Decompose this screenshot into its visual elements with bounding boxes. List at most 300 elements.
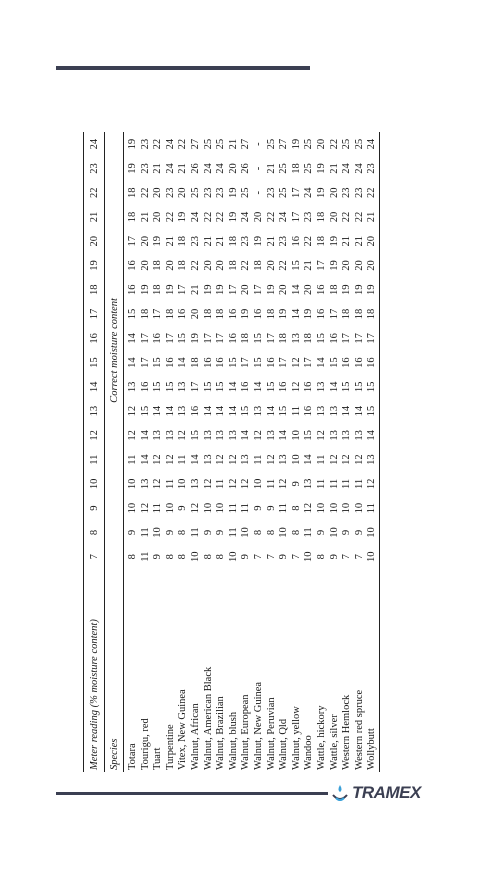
value-cell: 16 [366, 350, 379, 374]
column-header: 21 [84, 205, 105, 229]
value-cell: 7 [353, 554, 365, 560]
value-cell: 12 [227, 478, 239, 490]
value-cell: 22 [139, 187, 151, 198]
value-cell: 9 [353, 529, 365, 536]
value-cell: 15 [127, 308, 138, 320]
species-cell: Vitex, New Guinea [177, 689, 189, 770]
value-cell: 8 [177, 529, 189, 536]
value-cell: 13 [177, 381, 189, 393]
value-cell: 10 [290, 454, 302, 465]
value-cell: 16 [127, 284, 138, 296]
value-cell: 14 [215, 405, 227, 417]
value-cell: 12 [290, 357, 302, 368]
value-cell: 9 [152, 554, 164, 560]
value-cell: 13 [215, 430, 227, 441]
value-cell: 17 [366, 326, 379, 350]
value-cell: 10 [290, 430, 302, 441]
top-divider [56, 66, 310, 70]
value-cell: 10 [227, 551, 239, 562]
value-cell: 17 [177, 284, 189, 296]
table-subheader-row [105, 132, 124, 772]
value-cell: 20 [202, 260, 214, 271]
value-cell: 9 [290, 481, 302, 487]
table-row [165, 132, 178, 772]
value-cell: 21 [265, 163, 277, 174]
value-cell: 16 [252, 308, 264, 320]
table-row [266, 132, 279, 772]
value-cell: 18 [315, 211, 327, 223]
value-cell: 25 [353, 138, 365, 150]
value-cell: 13 [315, 381, 327, 393]
value-cell: 19 [240, 308, 252, 320]
value-cell: 24 [278, 211, 290, 223]
value-cell: 12 [328, 454, 340, 465]
value-cell: 11 [315, 454, 327, 465]
value-cell: 12 [290, 381, 302, 393]
table-row [203, 132, 216, 772]
species-cell: Walnut, Brazilian [215, 696, 227, 770]
species-cell: Wollybutt [366, 569, 379, 772]
tramex-logo [330, 781, 430, 809]
value-cell: 12 [240, 478, 252, 490]
value-cell: 15 [341, 381, 353, 393]
value-cell: 7 [290, 554, 302, 560]
value-cell: 19 [202, 284, 214, 296]
value-cell: 20 [341, 260, 353, 271]
value-cell: 16 [152, 333, 164, 344]
value-cell: 19 [265, 284, 277, 296]
value-cell: 18 [202, 308, 214, 320]
value-cell: 15 [366, 399, 379, 423]
species-cell: Walnut, American Black [202, 666, 214, 770]
value-cell: 16 [215, 357, 227, 368]
value-cell: 8 [215, 554, 227, 560]
value-cell: 17 [240, 357, 252, 368]
table-row [152, 132, 165, 772]
value-cell: 11 [215, 478, 227, 489]
value-cell: 24 [202, 163, 214, 174]
value-cell: 8 [290, 505, 302, 511]
value-cell: 15 [252, 357, 264, 368]
value-cell: 8 [127, 554, 138, 560]
value-cell: 10 [278, 527, 290, 538]
value-cell: 23 [265, 187, 277, 198]
value-cell: 18 [164, 308, 176, 320]
value-cell: 19 [353, 284, 365, 296]
value-cell: 15 [252, 333, 264, 344]
value-cell: 15 [353, 381, 365, 393]
species-cell: Western red spruce [353, 689, 365, 770]
value-cell: 15 [227, 357, 239, 368]
value-cell: 17 [227, 284, 239, 296]
table-row [278, 132, 291, 772]
value-cell: 19 [278, 308, 290, 320]
value-cell: 11 [290, 406, 302, 417]
meter-reading-header: Meter reading (% moisture content) [84, 569, 105, 772]
value-cell: 16 [265, 357, 277, 368]
value-cell: 23 [366, 156, 379, 180]
value-cell: 24 [240, 211, 252, 223]
value-cell: 25 [189, 187, 201, 198]
value-cell: 10 [127, 478, 138, 490]
column-header: 11 [84, 448, 105, 472]
value-cell: 23 [215, 187, 227, 198]
value-cell: 10 [240, 527, 252, 538]
value-cell: 23 [278, 236, 290, 247]
value-cell: 17 [152, 308, 164, 320]
value-cell: 12 [202, 478, 214, 490]
value-cell: 12 [152, 478, 164, 490]
value-cell: 14 [315, 357, 327, 368]
value-cell: 23 [202, 187, 214, 198]
table-row [354, 132, 367, 772]
value-cell: 19 [315, 187, 327, 198]
value-cell: 16 [240, 381, 252, 393]
value-cell: 13 [303, 478, 315, 490]
value-cell: 25 [303, 138, 315, 150]
value-cell: 15 [139, 405, 151, 417]
value-cell: 16 [303, 405, 315, 417]
table-row [228, 132, 241, 772]
value-cell: 21 [215, 236, 227, 247]
value-cell: 11 [152, 503, 164, 514]
value-cell: 17 [278, 357, 290, 368]
value-cell: 20 [252, 211, 264, 223]
value-cell: 16 [202, 357, 214, 368]
value-cell: 20 [265, 260, 277, 271]
value-cell: 22 [341, 211, 353, 223]
value-cell: 14 [278, 430, 290, 441]
value-cell: 14 [127, 333, 138, 344]
value-cell: 19 [341, 284, 353, 296]
value-cell: 19 [303, 308, 315, 320]
value-cell: 19 [177, 211, 189, 223]
value-cell: 13 [366, 448, 379, 472]
table-row [316, 132, 329, 772]
value-cell: 12 [278, 478, 290, 490]
value-cell: 20 [152, 187, 164, 198]
value-cell: 11 [252, 454, 264, 465]
value-cell: 18 [139, 308, 151, 320]
value-cell: 13 [328, 430, 340, 441]
value-cell: 11 [127, 454, 138, 465]
value-cell: 23 [353, 187, 365, 198]
value-cell: 21 [303, 260, 315, 271]
value-cell: 17 [164, 333, 176, 344]
value-cell: 23 [240, 236, 252, 247]
value-cell: 8 [177, 554, 189, 560]
value-cell: 12 [303, 502, 315, 514]
table-row [329, 132, 342, 772]
value-cell: 12 [353, 454, 365, 465]
value-cell: 12 [366, 472, 379, 496]
value-cell: 14 [202, 405, 214, 417]
value-cell: 20 [177, 187, 189, 198]
species-cell: Walnut, European [240, 694, 252, 770]
value-cell: 10 [152, 527, 164, 538]
value-cell: - [252, 166, 264, 171]
value-cell: 13 [328, 405, 340, 417]
value-cell: 18 [278, 333, 290, 344]
value-cell: 21 [227, 138, 239, 150]
value-cell: 18 [177, 236, 189, 247]
value-cell: 15 [366, 375, 379, 399]
value-cell: 18 [127, 211, 138, 223]
value-cell: 11 [177, 454, 189, 465]
value-cell: 17 [290, 187, 302, 198]
value-cell: 19 [139, 284, 151, 296]
value-cell: 11 [227, 527, 239, 538]
value-cell: 13 [202, 430, 214, 441]
value-cell: 9 [127, 529, 138, 536]
value-cell: 7 [341, 554, 353, 560]
value-cell: 15 [290, 260, 302, 271]
value-cell: 21 [341, 236, 353, 247]
species-cell: Walnut, African [189, 703, 201, 770]
value-cell: 20 [278, 284, 290, 296]
value-cell: 17 [139, 333, 151, 344]
value-cell: 12 [127, 405, 138, 417]
value-cell: 21 [366, 205, 379, 229]
value-cell: 14 [328, 381, 340, 393]
value-cell: 18 [189, 357, 201, 368]
value-cell: 24 [215, 163, 227, 174]
value-cell: 17 [215, 333, 227, 344]
value-cell: 18 [341, 308, 353, 320]
value-cell: 18 [366, 302, 379, 326]
value-cell: 13 [240, 454, 252, 465]
value-cell: - [252, 190, 264, 195]
value-cell: 12 [152, 454, 164, 465]
column-header: 15 [84, 350, 105, 374]
value-cell: 16 [127, 260, 138, 271]
value-cell: 24 [303, 187, 315, 198]
value-cell: 12 [127, 430, 138, 441]
value-cell: 14 [177, 357, 189, 368]
value-cell: 14 [353, 405, 365, 417]
value-cell: 22 [278, 260, 290, 271]
value-cell: 20 [189, 308, 201, 320]
value-cell: 11 [328, 478, 340, 489]
value-cell: 15 [215, 381, 227, 393]
value-cell: 17 [265, 333, 277, 344]
value-cell: 12 [341, 454, 353, 465]
table-header-row [84, 132, 105, 772]
value-cell: 8 [290, 529, 302, 536]
value-cell: 15 [303, 430, 315, 441]
species-cell: Walnut, Qld [278, 718, 290, 770]
column-header: 14 [84, 375, 105, 399]
value-cell: 14 [252, 381, 264, 393]
value-cell: 18 [227, 236, 239, 247]
value-cell: 11 [265, 478, 277, 489]
value-cell: 16 [177, 308, 189, 320]
value-cell: 7 [265, 554, 277, 560]
value-cell: 10 [127, 502, 138, 514]
value-cell: 25 [278, 163, 290, 174]
value-cell: 20 [366, 229, 379, 253]
value-cell: 19 [315, 163, 327, 174]
value-cell: 8 [202, 554, 214, 560]
value-cell: 19 [189, 333, 201, 344]
value-cell: 23 [303, 211, 315, 223]
table-row [177, 132, 190, 772]
value-cell: 11 [227, 503, 239, 514]
value-cell: 20 [139, 236, 151, 247]
value-cell: 13 [227, 430, 239, 441]
value-cell: 16 [290, 236, 302, 247]
value-cell: 8 [315, 554, 327, 560]
value-cell: 10 [315, 502, 327, 514]
value-cell: 22 [240, 260, 252, 271]
value-cell: 25 [303, 163, 315, 174]
species-cell: Totara [127, 743, 138, 770]
value-cell: 17 [315, 260, 327, 271]
table-row [303, 132, 316, 772]
table-body [124, 132, 380, 772]
value-cell: 20 [152, 211, 164, 223]
value-cell: 22 [164, 211, 176, 223]
column-header: 17 [84, 302, 105, 326]
table-row [190, 132, 203, 772]
value-cell: 14 [366, 423, 379, 447]
value-cell: 11 [341, 478, 353, 489]
table-row [366, 132, 379, 772]
value-cell: 20 [240, 284, 252, 296]
value-cell: 20 [366, 253, 379, 277]
value-cell: 24 [189, 211, 201, 223]
value-cell: 20 [328, 211, 340, 223]
value-cell: 14 [290, 308, 302, 320]
value-cell: 18 [177, 260, 189, 271]
value-cell: 19 [252, 236, 264, 247]
column-header: 20 [84, 229, 105, 253]
value-cell: 9 [265, 505, 277, 511]
species-cell: Wattle, hickory [315, 705, 327, 770]
value-cell: 18 [252, 260, 264, 271]
value-cell: 13 [152, 430, 164, 441]
value-cell: 11 [303, 527, 315, 538]
value-cell: 16 [227, 333, 239, 344]
column-header: 9 [84, 496, 105, 520]
value-cell: 17 [328, 308, 340, 320]
value-cell: 23 [189, 236, 201, 247]
value-cell: 13 [189, 478, 201, 490]
species-cell: Walnut, Peruvian [265, 697, 277, 770]
value-cell: 12 [315, 430, 327, 441]
species-header: Species [105, 569, 124, 772]
value-cell: 10 [252, 478, 264, 490]
value-cell: 14 [290, 284, 302, 296]
value-cell: 13 [315, 405, 327, 417]
value-cell: 20 [227, 163, 239, 174]
value-cell: 13 [202, 454, 214, 465]
table-row [140, 132, 153, 772]
value-cell: 15 [240, 405, 252, 417]
value-cell: 14 [127, 357, 138, 368]
value-cell: 9 [252, 505, 264, 511]
value-cell: 11 [139, 527, 151, 538]
value-cell: 16 [315, 308, 327, 320]
value-cell: 10 [353, 502, 365, 514]
column-header: 18 [84, 278, 105, 302]
species-cell: Turpentine [164, 724, 176, 770]
value-cell: 14 [265, 405, 277, 417]
value-cell: 23 [164, 187, 176, 198]
value-cell: 11 [366, 496, 379, 520]
column-header: 10 [84, 472, 105, 496]
value-cell: 12 [164, 454, 176, 465]
value-cell: 18 [240, 333, 252, 344]
value-cell: 16 [303, 381, 315, 393]
value-cell: 21 [177, 163, 189, 174]
bottom-divider [56, 792, 328, 795]
table-row [124, 132, 140, 772]
table-row [253, 132, 266, 772]
value-cell: 18 [227, 260, 239, 271]
value-cell: 17 [189, 381, 201, 393]
species-cell: Western Hemlock [341, 694, 353, 770]
value-cell: 9 [328, 554, 340, 560]
value-cell: 24 [353, 163, 365, 174]
value-cell: 17 [202, 333, 214, 344]
value-cell: 14 [240, 430, 252, 441]
value-cell: 21 [152, 163, 164, 174]
value-cell: 14 [152, 405, 164, 417]
value-cell: 22 [177, 138, 189, 150]
value-cell: 22 [152, 138, 164, 150]
value-cell: 14 [164, 405, 176, 417]
value-cell: 16 [278, 381, 290, 393]
value-cell: 23 [139, 138, 151, 150]
value-cell: 24 [164, 163, 176, 174]
species-cell: Wattle, silver [328, 714, 340, 770]
species-cell: Walnut, blush [227, 711, 239, 770]
value-cell: 15 [189, 430, 201, 441]
logo-text: TRAMEX [352, 783, 421, 802]
value-cell: 22 [265, 211, 277, 223]
value-cell: 19 [290, 138, 302, 150]
value-cell: 17 [252, 284, 264, 296]
value-cell: 16 [227, 308, 239, 320]
value-cell: 17 [290, 211, 302, 223]
value-cell: 21 [139, 211, 151, 223]
value-cell: 23 [341, 187, 353, 198]
value-cell: 18 [315, 236, 327, 247]
value-cell: 12 [252, 430, 264, 441]
value-cell: 14 [139, 454, 151, 465]
value-cell: 22 [303, 236, 315, 247]
column-header: 12 [84, 423, 105, 447]
value-cell: 22 [202, 211, 214, 223]
value-cell: 16 [353, 357, 365, 368]
value-cell: 24 [341, 163, 353, 174]
value-cell: 21 [164, 236, 176, 247]
value-cell: 10 [341, 502, 353, 514]
value-cell: 25 [240, 187, 252, 198]
column-header: 23 [84, 156, 105, 180]
species-cell: Wandoo [303, 735, 315, 770]
value-cell: 14 [227, 381, 239, 393]
value-cell: 23 [139, 163, 151, 174]
value-cell: 20 [353, 260, 365, 271]
column-header: 8 [84, 520, 105, 544]
value-cell: 9 [315, 529, 327, 536]
value-cell: 13 [127, 381, 138, 393]
value-cell: 24 [366, 132, 379, 156]
value-cell: 19 [127, 163, 138, 174]
value-cell: 18 [265, 308, 277, 320]
